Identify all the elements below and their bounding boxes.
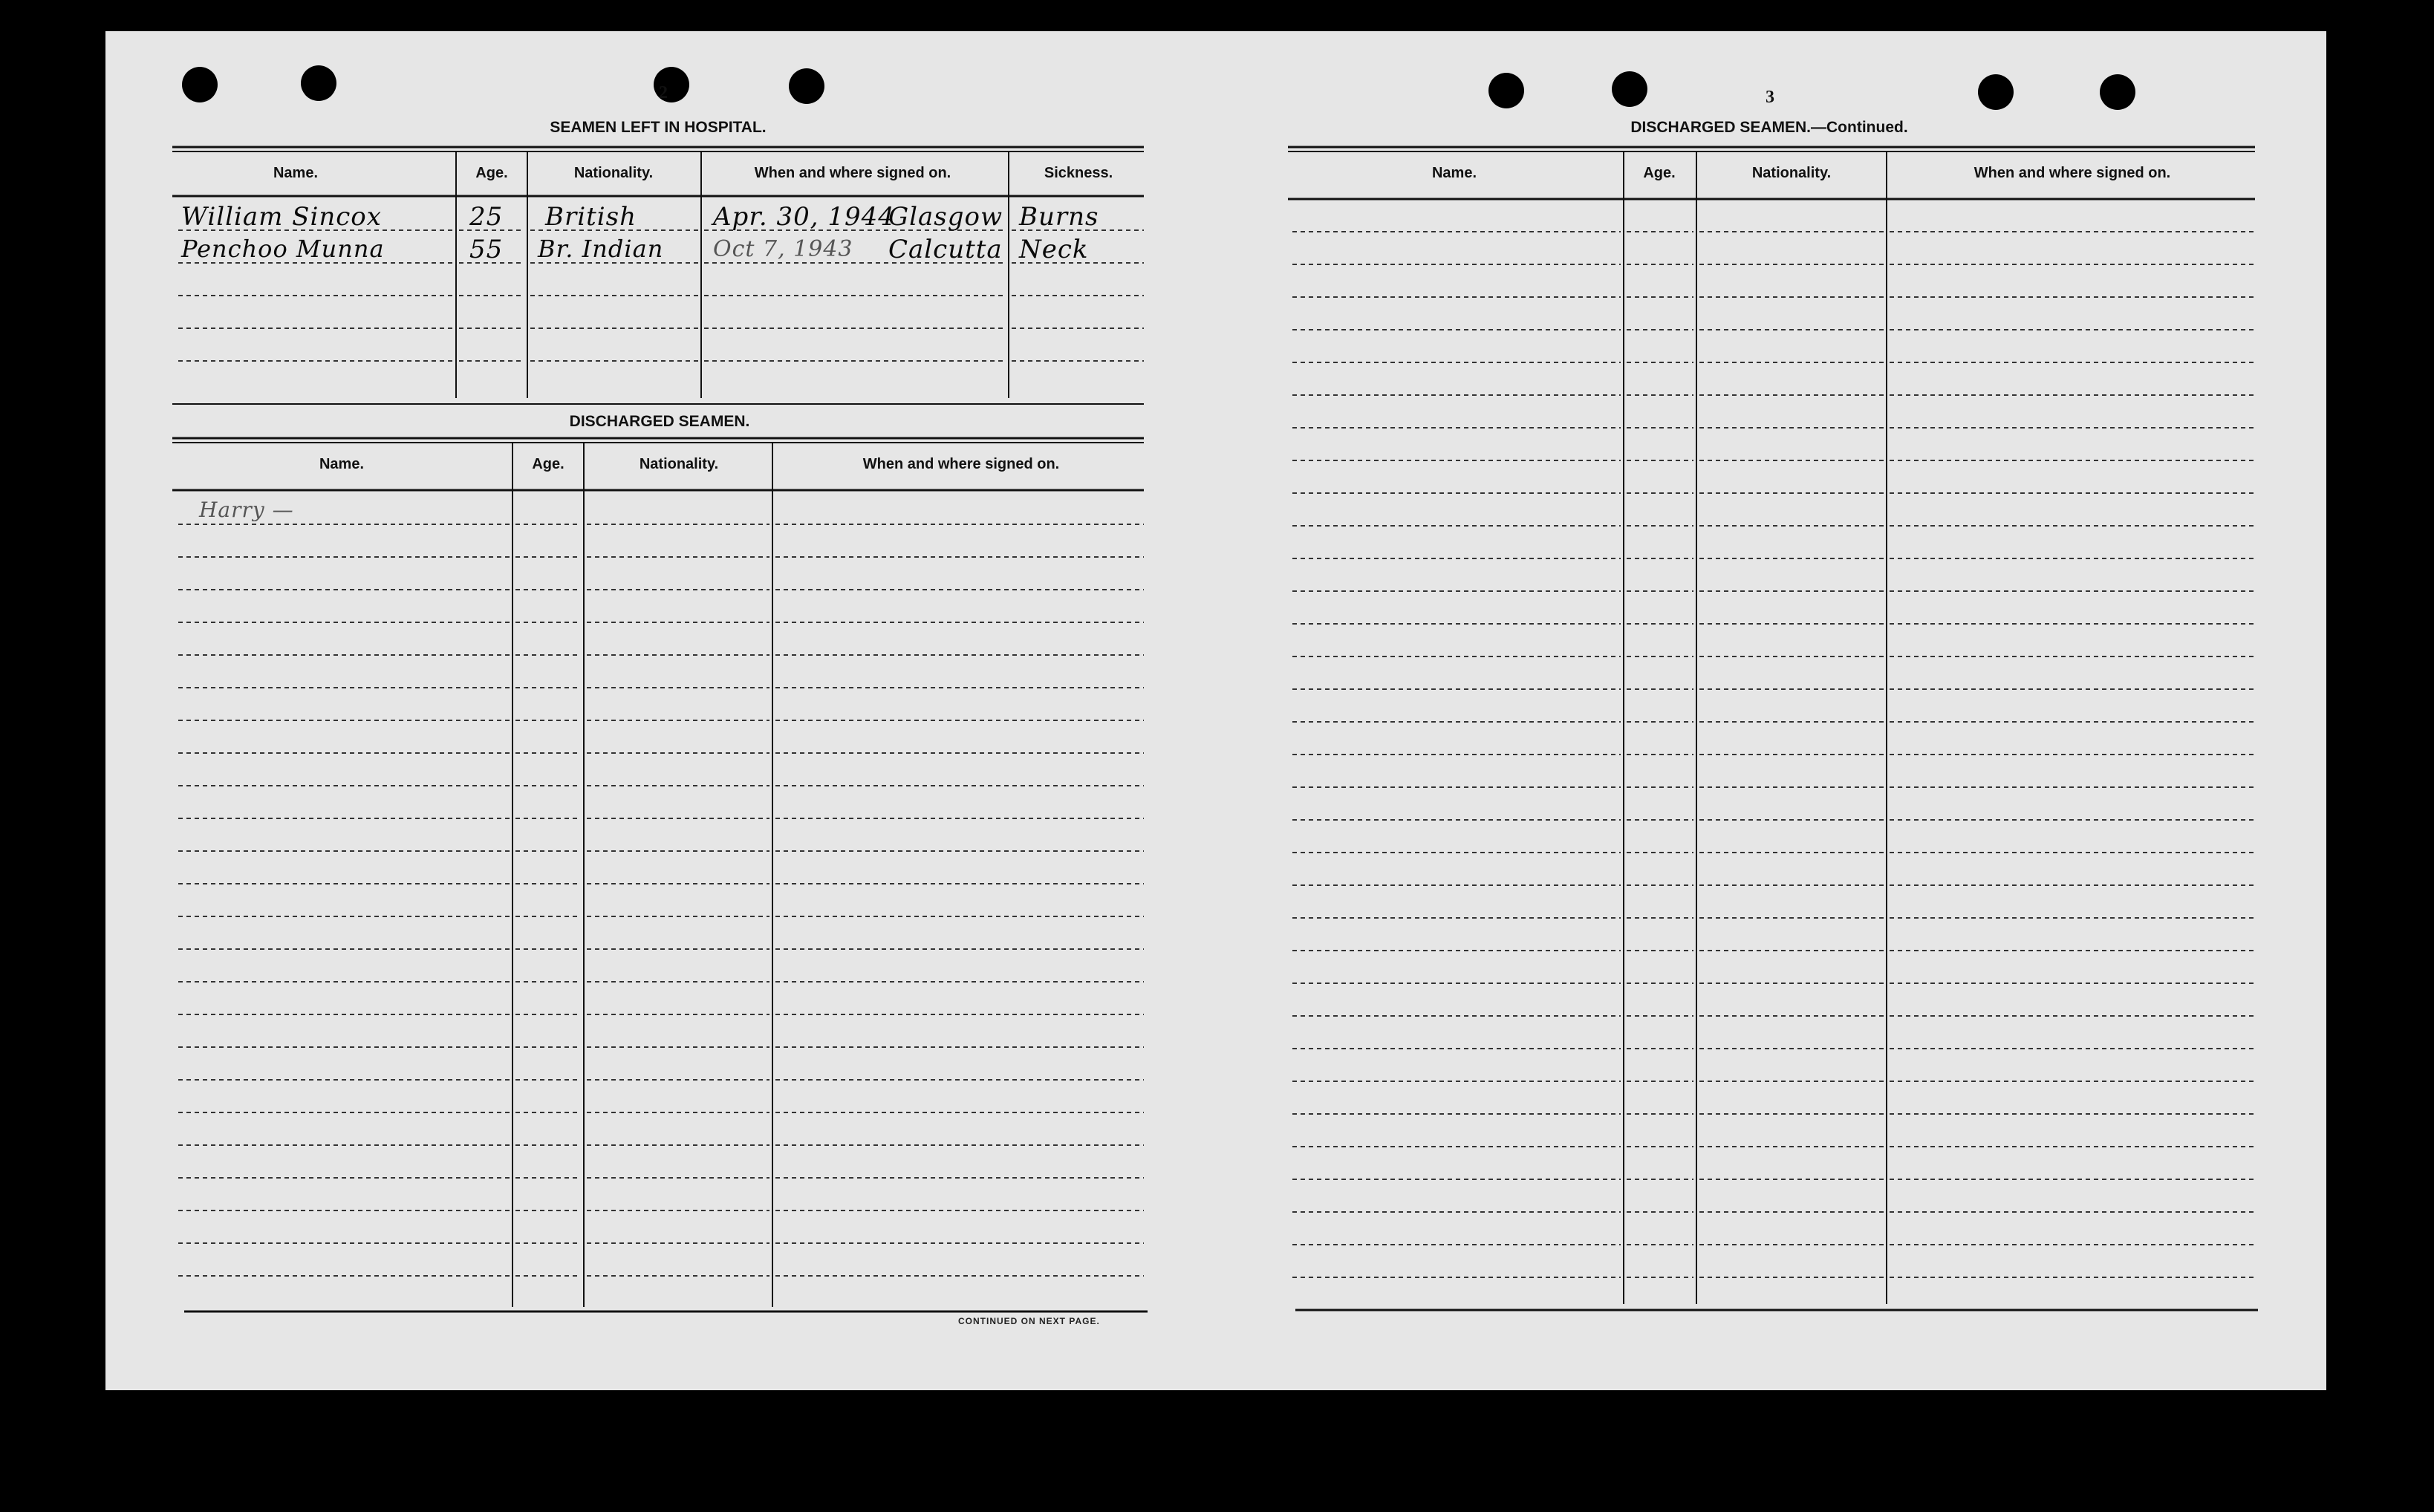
hospital-row-2-place: Calcutta: [888, 235, 1003, 264]
hospital-row-1-date: Apr. 30, 1944: [713, 202, 895, 232]
hospital-row-1-nationality: British: [545, 202, 637, 232]
hospital-row-1-place: Glasgow: [888, 202, 1003, 232]
discharged-col-nationality: Nationality.: [639, 456, 719, 472]
discharged-col-name: Name.: [319, 456, 365, 472]
right-section-title: DISCHARGED SEAMEN.—Continued.: [1630, 119, 1908, 136]
hospital-row-1-age: 25: [469, 202, 504, 232]
hospital-row-2-nationality: Br. Indian: [538, 235, 664, 263]
right-col-name: Name.: [1431, 165, 1477, 181]
right-col-signed-on: When and where signed on.: [1973, 165, 2171, 181]
right-page-number: 3: [1766, 88, 1774, 107]
hospital-col-sickness: Sickness.: [1044, 165, 1113, 181]
discharged-col-signed-on: When and where signed on.: [862, 456, 1060, 472]
right-col-nationality: Nationality.: [1751, 165, 1832, 181]
hospital-row-2-age: 55: [469, 235, 504, 264]
left-page-number: 2: [659, 83, 668, 102]
hospital-row-2-name: Penchoo Munna: [181, 235, 385, 263]
hospital-section-title: SEAMEN LEFT IN HOSPITAL.: [550, 119, 767, 136]
hospital-row-2-sickness: Neck: [1019, 235, 1089, 264]
hospital-col-age: Age.: [475, 165, 508, 181]
right-col-age: Age.: [1643, 165, 1676, 181]
hospital-col-name: Name.: [273, 165, 319, 181]
hospital-col-nationality: Nationality.: [573, 165, 654, 181]
continued-footer: CONTINUED ON NEXT PAGE.: [958, 1316, 1100, 1326]
hospital-row-1-sickness: Burns: [1019, 202, 1099, 232]
hospital-row-2-date: Oct 7, 1943: [713, 236, 853, 262]
discharged-section-title: DISCHARGED SEAMEN.: [569, 413, 750, 430]
hospital-row-1-name: William Sincox: [181, 202, 382, 232]
hospital-col-signed-on: When and where signed on.: [754, 165, 951, 181]
discharged-col-age: Age.: [532, 456, 564, 472]
discharged-row-1-name: Harry —: [199, 498, 294, 522]
